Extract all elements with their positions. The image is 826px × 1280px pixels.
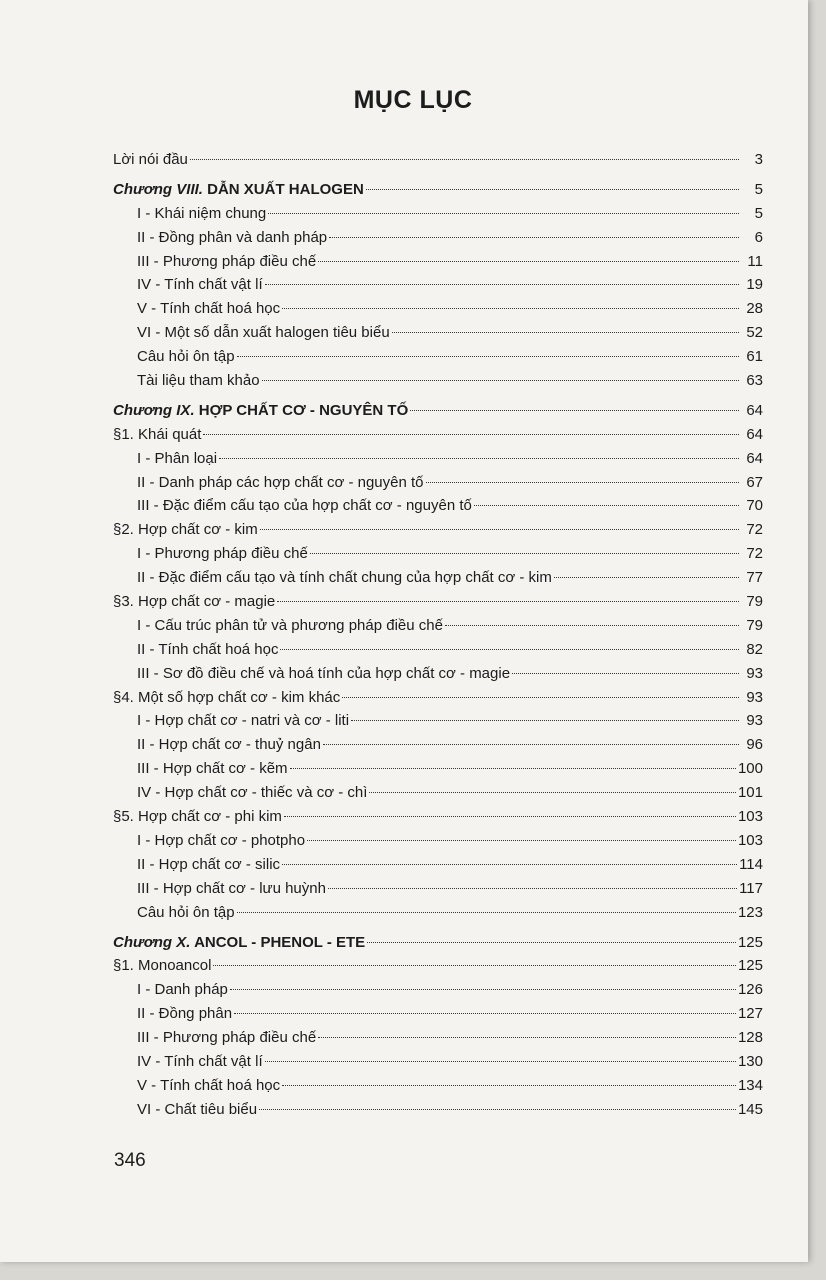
dot-leader bbox=[367, 942, 736, 943]
toc-entry-label bbox=[113, 494, 472, 518]
dot-leader bbox=[213, 965, 736, 966]
dot-leader bbox=[369, 792, 736, 793]
toc-entry bbox=[113, 345, 763, 369]
dot-leader bbox=[290, 768, 736, 769]
toc-page-number: 79 bbox=[746, 616, 763, 634]
dot-leader bbox=[426, 482, 739, 483]
dot-leader bbox=[237, 356, 739, 357]
toc-entry-label bbox=[113, 638, 278, 662]
toc-page-number: 64 bbox=[746, 401, 763, 419]
dot-leader bbox=[318, 261, 739, 262]
toc-entry bbox=[113, 781, 763, 805]
dot-leader bbox=[259, 1109, 736, 1110]
entry-text: IV - Hợp chất cơ - thiếc và cơ - chì bbox=[137, 784, 368, 802]
toc-page-number: 130 bbox=[737, 1052, 763, 1070]
toc-entry bbox=[113, 638, 763, 662]
toc-entry bbox=[113, 273, 763, 297]
toc-page-number: 103 bbox=[737, 831, 763, 849]
entry-text: Lời nói đầu bbox=[113, 151, 188, 168]
toc-entry-label bbox=[113, 1050, 263, 1074]
entry-text: I - Cấu trúc phân tử và phương pháp điều chế bbox=[137, 616, 443, 634]
dot-leader bbox=[342, 697, 739, 698]
toc-page-number: 101 bbox=[737, 784, 763, 802]
entry-text: II - Đặc điểm cấu tạo và tính chất chung của hợp chất cơ - kim bbox=[137, 569, 552, 587]
dot-leader bbox=[282, 1085, 736, 1086]
entry-text: Tài liệu tham khảo bbox=[137, 372, 260, 390]
entry-text: III - Sơ đồ điều chế và hoá tính của hợp chất cơ - magie bbox=[137, 664, 511, 682]
entry-text: VI - Một số dẫn xuất halogen tiêu biểu bbox=[137, 324, 390, 342]
toc-page-number: 61 bbox=[746, 348, 763, 366]
toc-entry bbox=[113, 321, 763, 345]
toc-page-number: 126 bbox=[737, 981, 763, 999]
dot-leader bbox=[512, 673, 739, 674]
toc-entry bbox=[113, 709, 763, 733]
toc-entry-label bbox=[113, 518, 258, 542]
entry-text: III - Hợp chất cơ - lưu huỳnh bbox=[137, 879, 326, 897]
dot-leader bbox=[234, 1013, 736, 1014]
toc-entry-label bbox=[113, 226, 327, 250]
toc-entry-label bbox=[113, 781, 367, 805]
dot-leader bbox=[237, 912, 736, 913]
chapter-prefix: Chương IX. bbox=[113, 401, 195, 419]
toc-page-number: 63 bbox=[746, 372, 763, 390]
dot-leader bbox=[265, 284, 739, 285]
dot-leader bbox=[474, 505, 739, 506]
toc-entry-label bbox=[113, 250, 316, 274]
toc-entry-label bbox=[113, 805, 282, 829]
toc-entry-label bbox=[113, 178, 364, 202]
entry-text: §1. Khái quát bbox=[113, 425, 202, 443]
page-number: 346 bbox=[114, 1150, 146, 1171]
toc-entry-label bbox=[113, 345, 235, 369]
toc-page-number: 5 bbox=[754, 204, 763, 222]
toc-entry bbox=[113, 1026, 763, 1050]
dot-leader bbox=[282, 864, 737, 865]
toc-entry-label bbox=[113, 297, 280, 321]
toc-entry bbox=[113, 148, 763, 172]
dot-leader bbox=[366, 189, 739, 190]
toc-entry-label bbox=[113, 471, 424, 495]
toc-entry bbox=[113, 978, 763, 1002]
dot-leader bbox=[392, 332, 739, 333]
entry-text: I - Phương pháp điều chế bbox=[137, 545, 308, 563]
entry-text: III - Hợp chất cơ - kẽm bbox=[137, 760, 288, 778]
toc-page-number: 67 bbox=[746, 473, 763, 491]
entry-text: VI - Chất tiêu biểu bbox=[137, 1100, 258, 1118]
entry-text: I - Danh pháp bbox=[137, 981, 228, 999]
dot-leader bbox=[445, 625, 739, 626]
toc-page-number: 79 bbox=[746, 593, 763, 611]
toc-entry bbox=[113, 250, 763, 274]
toc-entry-label bbox=[113, 1026, 316, 1050]
toc-page-number: 28 bbox=[746, 300, 763, 318]
toc-entry-label bbox=[113, 1098, 257, 1122]
toc-entry-label bbox=[113, 877, 326, 901]
toc-page-number: 103 bbox=[737, 808, 763, 826]
toc-entry-label bbox=[113, 542, 308, 566]
dot-leader bbox=[190, 159, 739, 160]
dot-leader bbox=[282, 308, 739, 309]
toc-entry-label bbox=[113, 148, 188, 172]
toc-page-number: 6 bbox=[754, 228, 763, 246]
toc-entry bbox=[113, 853, 763, 877]
toc-page-number: 127 bbox=[737, 1005, 763, 1023]
toc-entry bbox=[113, 297, 763, 321]
toc-entry bbox=[113, 369, 763, 393]
toc-entry bbox=[113, 590, 763, 614]
entry-text: I - Phân loại bbox=[137, 449, 218, 467]
toc-entry bbox=[113, 566, 763, 590]
toc-page-number: 128 bbox=[737, 1029, 763, 1047]
toc-entry-label bbox=[113, 566, 552, 590]
dot-leader bbox=[230, 989, 736, 990]
entry-text: II - Đồng phân và danh pháp bbox=[137, 228, 328, 246]
dot-leader bbox=[310, 553, 739, 554]
entry-text: §1. Monoancol bbox=[113, 957, 212, 975]
toc-entry bbox=[113, 901, 763, 925]
dot-leader bbox=[280, 649, 739, 650]
toc-chapter-entry bbox=[113, 399, 763, 423]
entry-text: II - Danh pháp các hợp chất cơ - nguyên tố bbox=[137, 473, 424, 491]
dot-leader bbox=[219, 458, 739, 459]
entry-text: V - Tính chất hoá học bbox=[137, 300, 281, 318]
entry-text: DẪN XUẤT HALOGEN bbox=[202, 180, 364, 198]
entry-text: II - Đồng phân bbox=[137, 1005, 233, 1023]
entry-text: I - Khái niệm chung bbox=[137, 204, 267, 222]
toc-entry bbox=[113, 829, 763, 853]
toc-page-number: 93 bbox=[746, 712, 763, 730]
toc-entry bbox=[113, 686, 763, 710]
toc-entry-label bbox=[113, 369, 260, 393]
toc-page-number: 93 bbox=[746, 664, 763, 682]
toc-entry bbox=[113, 614, 763, 638]
toc-page-number: 70 bbox=[746, 497, 763, 515]
dot-leader bbox=[318, 1037, 736, 1038]
toc-entry bbox=[113, 226, 763, 250]
toc-page-number: 64 bbox=[746, 425, 763, 443]
toc-entry bbox=[113, 954, 763, 978]
entry-text: III - Đặc điểm cấu tạo của hợp chất cơ - nguyên tố bbox=[137, 497, 472, 515]
toc-entry bbox=[113, 471, 763, 495]
toc-entry-label bbox=[113, 423, 201, 447]
toc-entry bbox=[113, 542, 763, 566]
toc-chapter-entry bbox=[113, 931, 763, 955]
dot-leader bbox=[260, 529, 739, 530]
toc-page-number: 114 bbox=[739, 855, 763, 873]
entry-text: IV - Tính chất vật lí bbox=[137, 1052, 263, 1070]
toc-entry-label bbox=[113, 1074, 280, 1098]
toc-page-number: 82 bbox=[746, 640, 763, 658]
entry-text: §5. Hợp chất cơ - phi kim bbox=[113, 808, 282, 826]
toc-page-number: 19 bbox=[746, 276, 763, 294]
toc-entry bbox=[113, 494, 763, 518]
toc-entry-label bbox=[113, 686, 340, 710]
chapter-prefix: Chương X. bbox=[113, 933, 191, 951]
toc-page-number: 100 bbox=[737, 760, 763, 778]
dot-leader bbox=[203, 434, 739, 435]
toc-entry-label bbox=[113, 709, 349, 733]
toc-page-number: 64 bbox=[746, 449, 763, 467]
toc-entry bbox=[113, 662, 763, 686]
entry-text: I - Hợp chất cơ - natri và cơ - liti bbox=[137, 712, 350, 730]
toc-chapter-entry bbox=[113, 178, 763, 202]
toc-entry bbox=[113, 757, 763, 781]
toc-page-number: 3 bbox=[754, 151, 763, 168]
toc-page-number: 96 bbox=[746, 736, 763, 754]
toc-entry bbox=[113, 423, 763, 447]
toc-entry-label bbox=[113, 662, 510, 686]
entry-text: §4. Một số hợp chất cơ - kim khác bbox=[113, 688, 341, 706]
toc-page-number: 134 bbox=[737, 1076, 763, 1094]
entry-text: III - Phương pháp điều chế bbox=[137, 252, 317, 270]
toc-entry-label bbox=[113, 590, 275, 614]
entry-text: Câu hỏi ôn tập bbox=[137, 903, 235, 921]
toc-entry-label bbox=[113, 447, 217, 471]
toc-entry bbox=[113, 1050, 763, 1074]
dot-leader bbox=[265, 1061, 736, 1062]
chapter-prefix: Chương VIII. bbox=[113, 180, 203, 198]
toc-title: MỤC LỤC bbox=[353, 86, 473, 114]
toc-page-number: 5 bbox=[754, 180, 763, 198]
dot-leader bbox=[307, 840, 736, 841]
toc-entry-label bbox=[113, 931, 365, 955]
toc-entry bbox=[113, 518, 763, 542]
entry-text: III - Phương pháp điều chế bbox=[137, 1029, 317, 1047]
entry-text: V - Tính chất hoá học bbox=[137, 1076, 281, 1094]
entry-text: HỢP CHẤT CƠ - NGUYÊN TỐ bbox=[194, 401, 409, 419]
toc-page-number: 123 bbox=[737, 903, 763, 921]
toc-entry-label bbox=[113, 757, 288, 781]
toc-entry bbox=[113, 447, 763, 471]
toc-entry-label bbox=[113, 1002, 232, 1026]
entry-text: IV - Tính chất vật lí bbox=[137, 276, 263, 294]
toc-page-number: 117 bbox=[739, 879, 763, 897]
dot-leader bbox=[410, 410, 739, 411]
toc-entry bbox=[113, 1074, 763, 1098]
entry-text: §3. Hợp chất cơ - magie bbox=[113, 593, 276, 611]
entry-text: I - Hợp chất cơ - photpho bbox=[137, 831, 306, 849]
entry-text: Câu hỏi ôn tập bbox=[137, 348, 235, 366]
dot-leader bbox=[554, 577, 739, 578]
dot-leader bbox=[262, 380, 739, 381]
entry-text: ANCOL - PHENOL - ETE bbox=[190, 933, 366, 951]
toc-page-number: 125 bbox=[737, 933, 763, 951]
toc-entry bbox=[113, 733, 763, 757]
toc-entry-label bbox=[113, 733, 321, 757]
toc-entry bbox=[113, 202, 763, 226]
dot-leader bbox=[351, 720, 739, 721]
toc-entry-label bbox=[113, 954, 211, 978]
dot-leader bbox=[329, 237, 739, 238]
toc-page-number: 52 bbox=[746, 324, 763, 342]
toc-page-number: 77 bbox=[746, 569, 763, 587]
toc-entry-label bbox=[113, 273, 263, 297]
toc-page-number: 125 bbox=[737, 957, 763, 975]
dot-leader bbox=[268, 213, 739, 214]
dot-leader bbox=[328, 888, 737, 889]
toc-entry-label bbox=[113, 399, 408, 423]
toc-entry bbox=[113, 805, 763, 829]
toc-entry-label bbox=[113, 901, 235, 925]
toc-entry bbox=[113, 1002, 763, 1026]
toc-page-number: 11 bbox=[747, 252, 763, 270]
entry-text: II - Hợp chất cơ - silic bbox=[137, 855, 281, 873]
toc-page-number: 93 bbox=[746, 688, 763, 706]
toc-entry bbox=[113, 1098, 763, 1122]
toc-entry-label bbox=[113, 829, 305, 853]
entry-text: II - Tính chất hoá học bbox=[137, 640, 279, 658]
toc-entry-label bbox=[113, 202, 266, 226]
dot-leader bbox=[284, 816, 736, 817]
dot-leader bbox=[323, 744, 739, 745]
toc-entry-label bbox=[113, 321, 390, 345]
toc-page-number: 145 bbox=[737, 1100, 763, 1118]
entry-text: II - Hợp chất cơ - thuỷ ngân bbox=[137, 736, 321, 754]
table-of-contents bbox=[113, 148, 763, 1122]
toc-page-number: 72 bbox=[746, 521, 763, 539]
toc-entry bbox=[113, 877, 763, 901]
toc-entry-label bbox=[113, 978, 228, 1002]
toc-page-number: 72 bbox=[746, 545, 763, 563]
entry-text: §2. Hợp chất cơ - kim bbox=[113, 521, 258, 539]
toc-entry-label bbox=[113, 614, 443, 638]
toc-entry-label bbox=[113, 853, 280, 877]
dot-leader bbox=[277, 601, 739, 602]
